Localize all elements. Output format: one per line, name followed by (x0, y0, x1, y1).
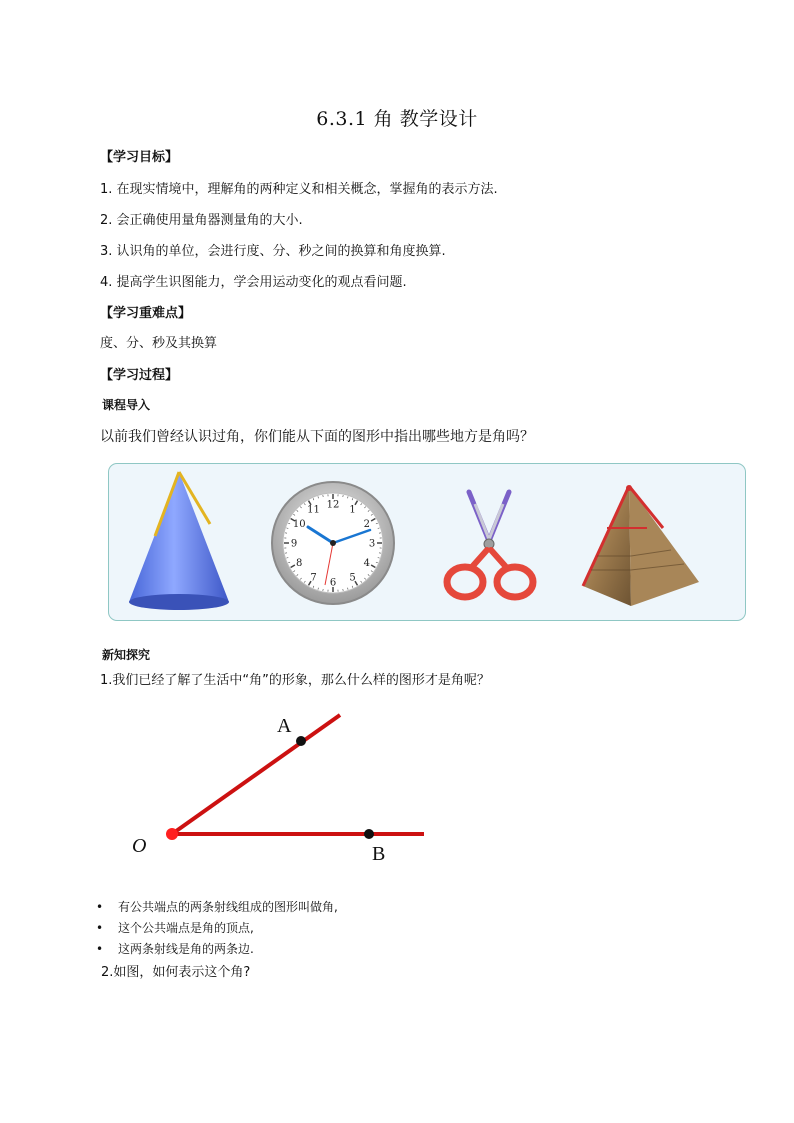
explore-title: 新知探究 (102, 648, 151, 662)
question-2: 2.如图，如何表示这个角? (101, 965, 251, 980)
key-points-text: 度、分、秒及其换算 (100, 336, 218, 351)
bullet-3: • 这两条射线是角的两条边. (96, 942, 254, 956)
clock-icon (272, 482, 394, 604)
label-o: O (132, 835, 147, 857)
key-points-heading: 【学习重难点】 (100, 306, 192, 321)
objectives-heading: 【学习目标】 (100, 150, 179, 165)
bullet-1: • 有公共端点的两条射线组成的图形叫做角, (96, 900, 338, 914)
clock-number: 10 (292, 519, 306, 530)
clock-number: 1 (349, 504, 356, 516)
bullet-2: • 这个公共端点是角的顶点, (96, 921, 254, 935)
label-a: A (277, 715, 292, 737)
clock-number: 5 (349, 572, 356, 584)
vertex-point (166, 828, 178, 840)
process-heading: 【学习过程】 (100, 368, 179, 383)
clock-number: 8 (296, 558, 303, 569)
pyramid-icon (583, 485, 699, 606)
ray-oa (172, 715, 340, 834)
clock-number: 12 (326, 499, 340, 511)
label-b: B (372, 843, 386, 865)
panel-images (109, 464, 745, 620)
intro-question: 以前我们曾经认识过角，你们能从下面的图形中指出哪些地方是角吗？ (100, 429, 534, 445)
objective-item-2: 2. 会正确使用量角器测量角的大小. (100, 213, 303, 228)
page-title: 6.3.1 角 教学设计 (316, 108, 478, 130)
intro-title: 课程导入 (102, 398, 151, 412)
scissors-icon (447, 492, 533, 597)
clock-number: 6 (329, 577, 337, 589)
point-b (364, 829, 374, 839)
cone-icon (129, 472, 229, 610)
clock-number: 11 (307, 504, 320, 516)
clock-number: 3 (368, 538, 376, 550)
objective-item-4: 4. 提高学生识图能力，学会用运动变化的观点看问题. (100, 275, 407, 290)
angle-diagram (120, 700, 440, 880)
objective-item-1: 1. 在现实情境中，理解角的两种定义和相关概念，掌握角的表示方法. (100, 182, 498, 197)
clock-number: 2 (363, 519, 370, 530)
clock-number: 7 (310, 572, 317, 584)
clock-number: 9 (290, 538, 298, 550)
image-panel (108, 463, 746, 621)
question-1: 1.我们已经了解了生活中“角”的形象，那么什么样的图形才是角呢？ (100, 673, 490, 688)
point-a (296, 736, 306, 746)
objective-item-3: 3. 认识角的单位，会进行度、分、秒之间的换算和角度换算. (100, 244, 446, 259)
clock-number: 4 (363, 558, 370, 569)
